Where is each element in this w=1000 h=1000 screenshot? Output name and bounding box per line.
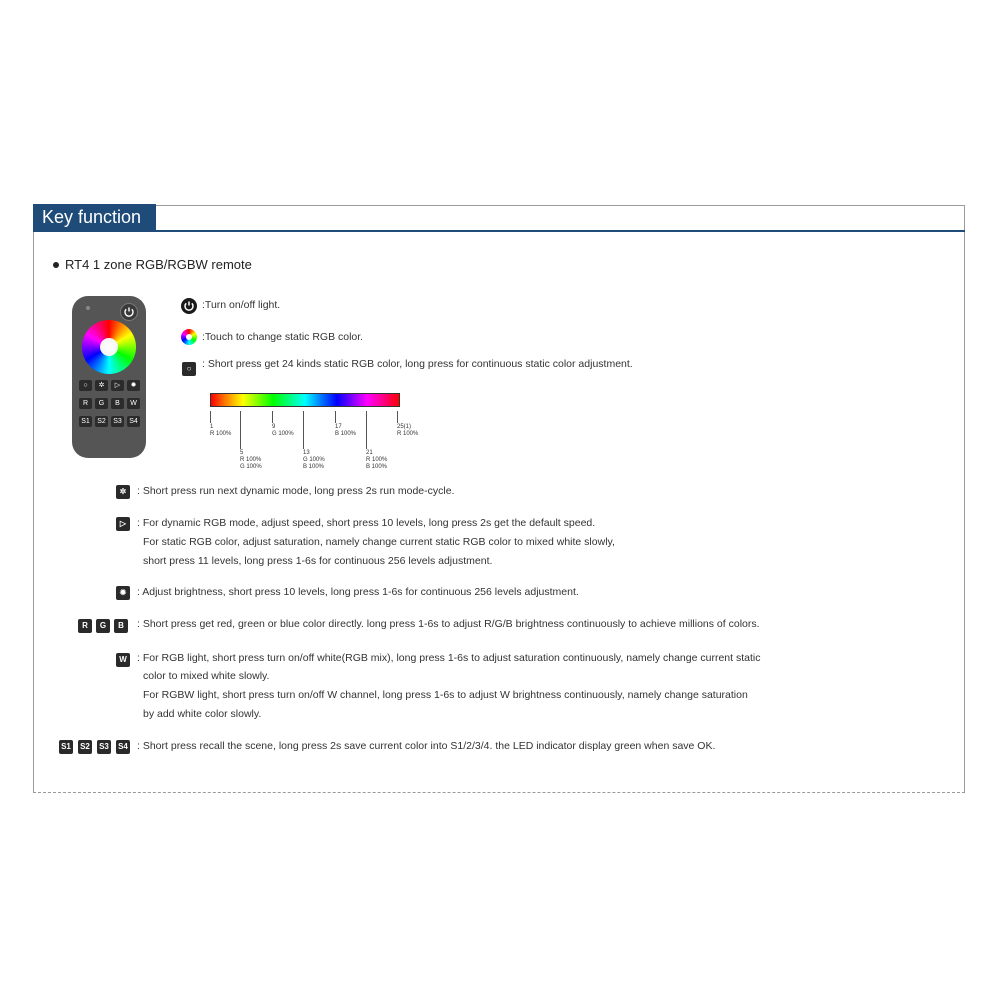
section-title: Key function: [33, 204, 156, 231]
spectrum-channel-value: R 100%: [240, 457, 262, 463]
s3-key-icon: S3: [97, 740, 111, 754]
color-wheel-icon: [181, 329, 197, 345]
spectrum-channel-value: B 100%: [303, 464, 325, 470]
w-description-line-1: : For RGB light, short press turn on/off white(RGB mix), long press 1-6s to adjust saturation continuously, namely change current static: [137, 652, 761, 664]
spectrum-step-number: 25(1): [397, 424, 412, 430]
color-spectrum-bar: [210, 393, 400, 407]
power-icon: [181, 298, 197, 314]
b-key-icon: B: [114, 619, 128, 633]
rgb-description: : Short press get red, green or blue color directly. long press 1-6s to adjust R/G/B brightness continuously to achieve millions of colors.: [137, 618, 760, 630]
remote-s2-button: S2: [95, 416, 108, 427]
remote-s1-button: S1: [79, 416, 92, 427]
mode-description: : Short press run next dynamic mode, long press 2s run mode-cycle.: [137, 485, 455, 497]
remote-g-button: G: [95, 398, 108, 409]
spectrum-tick: [240, 411, 241, 449]
spectrum-channel-value: G 100%: [272, 431, 294, 437]
remote-brightness-button: ✹: [127, 380, 140, 391]
spectrum-channel-value: B 100%: [335, 431, 357, 437]
w-description-line-3: For RGBW light, short press turn on/off W channel, long press 1-6s to adjust W brightness continuously, namely change saturation: [143, 689, 748, 701]
mode-icon: ✲: [116, 485, 130, 499]
w-description-line-4: by add white color slowly.: [143, 708, 262, 720]
speed-description-line-2: For static RGB color, adjust saturation, namely change current static RGB color to mixed white slowly,: [143, 536, 615, 548]
spectrum-step-number: 21: [366, 450, 373, 456]
s2-key-icon: S2: [78, 740, 92, 754]
spectrum-channel-value: R 100%: [397, 431, 419, 437]
remote-speed-button: ▷: [111, 380, 124, 391]
spectrum-label: [397, 424, 418, 438]
spectrum-tick: [335, 411, 336, 423]
speed-description-line-3: short press 11 levels, long press 1-6s for continuous 256 levels adjustment.: [143, 555, 493, 567]
led-indicator-icon: [86, 306, 90, 310]
product-subtitle: [53, 257, 252, 272]
power-description: :Turn on/off light.: [202, 299, 281, 311]
spectrum-channel-value: G 100%: [240, 464, 262, 470]
remote-b-button: B: [111, 398, 124, 409]
spectrum-tick: [210, 411, 211, 423]
remote-s4-button: S4: [127, 416, 140, 427]
brightness-icon: ✹: [116, 586, 130, 600]
static-color-description: : Short press get 24 kinds static RGB color, long press for continuous static color adjustment.: [202, 358, 633, 370]
spectrum-tick: [303, 411, 304, 449]
static-color-icon: ○: [182, 362, 196, 376]
spectrum-label: [240, 450, 262, 471]
spectrum-tick: [366, 411, 367, 449]
r-key-icon: R: [78, 619, 92, 633]
remote-mode-button: ✲: [95, 380, 108, 391]
remote-color-wheel-icon: [82, 320, 136, 374]
w-description-line-2: color to mixed white slowly.: [143, 670, 270, 682]
spectrum-step-number: 1: [210, 424, 214, 430]
spectrum-channel-value: B 100%: [366, 464, 388, 470]
remote-illustration: [72, 296, 146, 458]
spectrum-tick: [272, 411, 273, 423]
remote-w-button: W: [127, 398, 140, 409]
spectrum-channel-value: G 100%: [303, 457, 325, 463]
spectrum-label: [272, 424, 294, 438]
brightness-description: : Adjust brightness, short press 10 levels, long press 1-6s for continuous 256 levels adjustment.: [137, 586, 579, 598]
remote-r-button: R: [79, 398, 92, 409]
spectrum-channel-value: R 100%: [366, 457, 388, 463]
s1-key-icon: S1: [59, 740, 73, 754]
spectrum-label: [210, 424, 231, 438]
w-key-icon: W: [116, 653, 130, 667]
color-wheel-description: :Touch to change static RGB color.: [202, 331, 364, 343]
product-subtitle-text: RT4 1 zone RGB/RGBW remote: [65, 257, 252, 272]
spectrum-label: [335, 424, 356, 438]
remote-s3-button: S3: [111, 416, 124, 427]
speed-description-line-1: : For dynamic RGB mode, adjust speed, short press 10 levels, long press 2s get the default speed.: [137, 517, 596, 529]
spectrum-channel-value: R 100%: [210, 431, 232, 437]
section-divider: [33, 230, 965, 232]
spectrum-step-number: 17: [335, 424, 342, 430]
spectrum-label: [303, 450, 325, 471]
spectrum-step-number: 9: [272, 424, 276, 430]
spectrum-step-number: 5: [240, 450, 244, 456]
bullet-icon: [53, 262, 59, 268]
g-key-icon: G: [96, 619, 110, 633]
scene-description: : Short press recall the scene, long press 2s save current color into S1/2/3/4. the LED indicator display green when save OK.: [137, 740, 716, 752]
spectrum-tick: [397, 411, 398, 423]
remote-static-button: ○: [79, 380, 92, 391]
speed-icon: ▷: [116, 517, 130, 531]
spectrum-label: [366, 450, 387, 471]
spectrum-step-number: 13: [303, 450, 310, 456]
remote-power-icon: [120, 303, 138, 321]
s4-key-icon: S4: [116, 740, 130, 754]
